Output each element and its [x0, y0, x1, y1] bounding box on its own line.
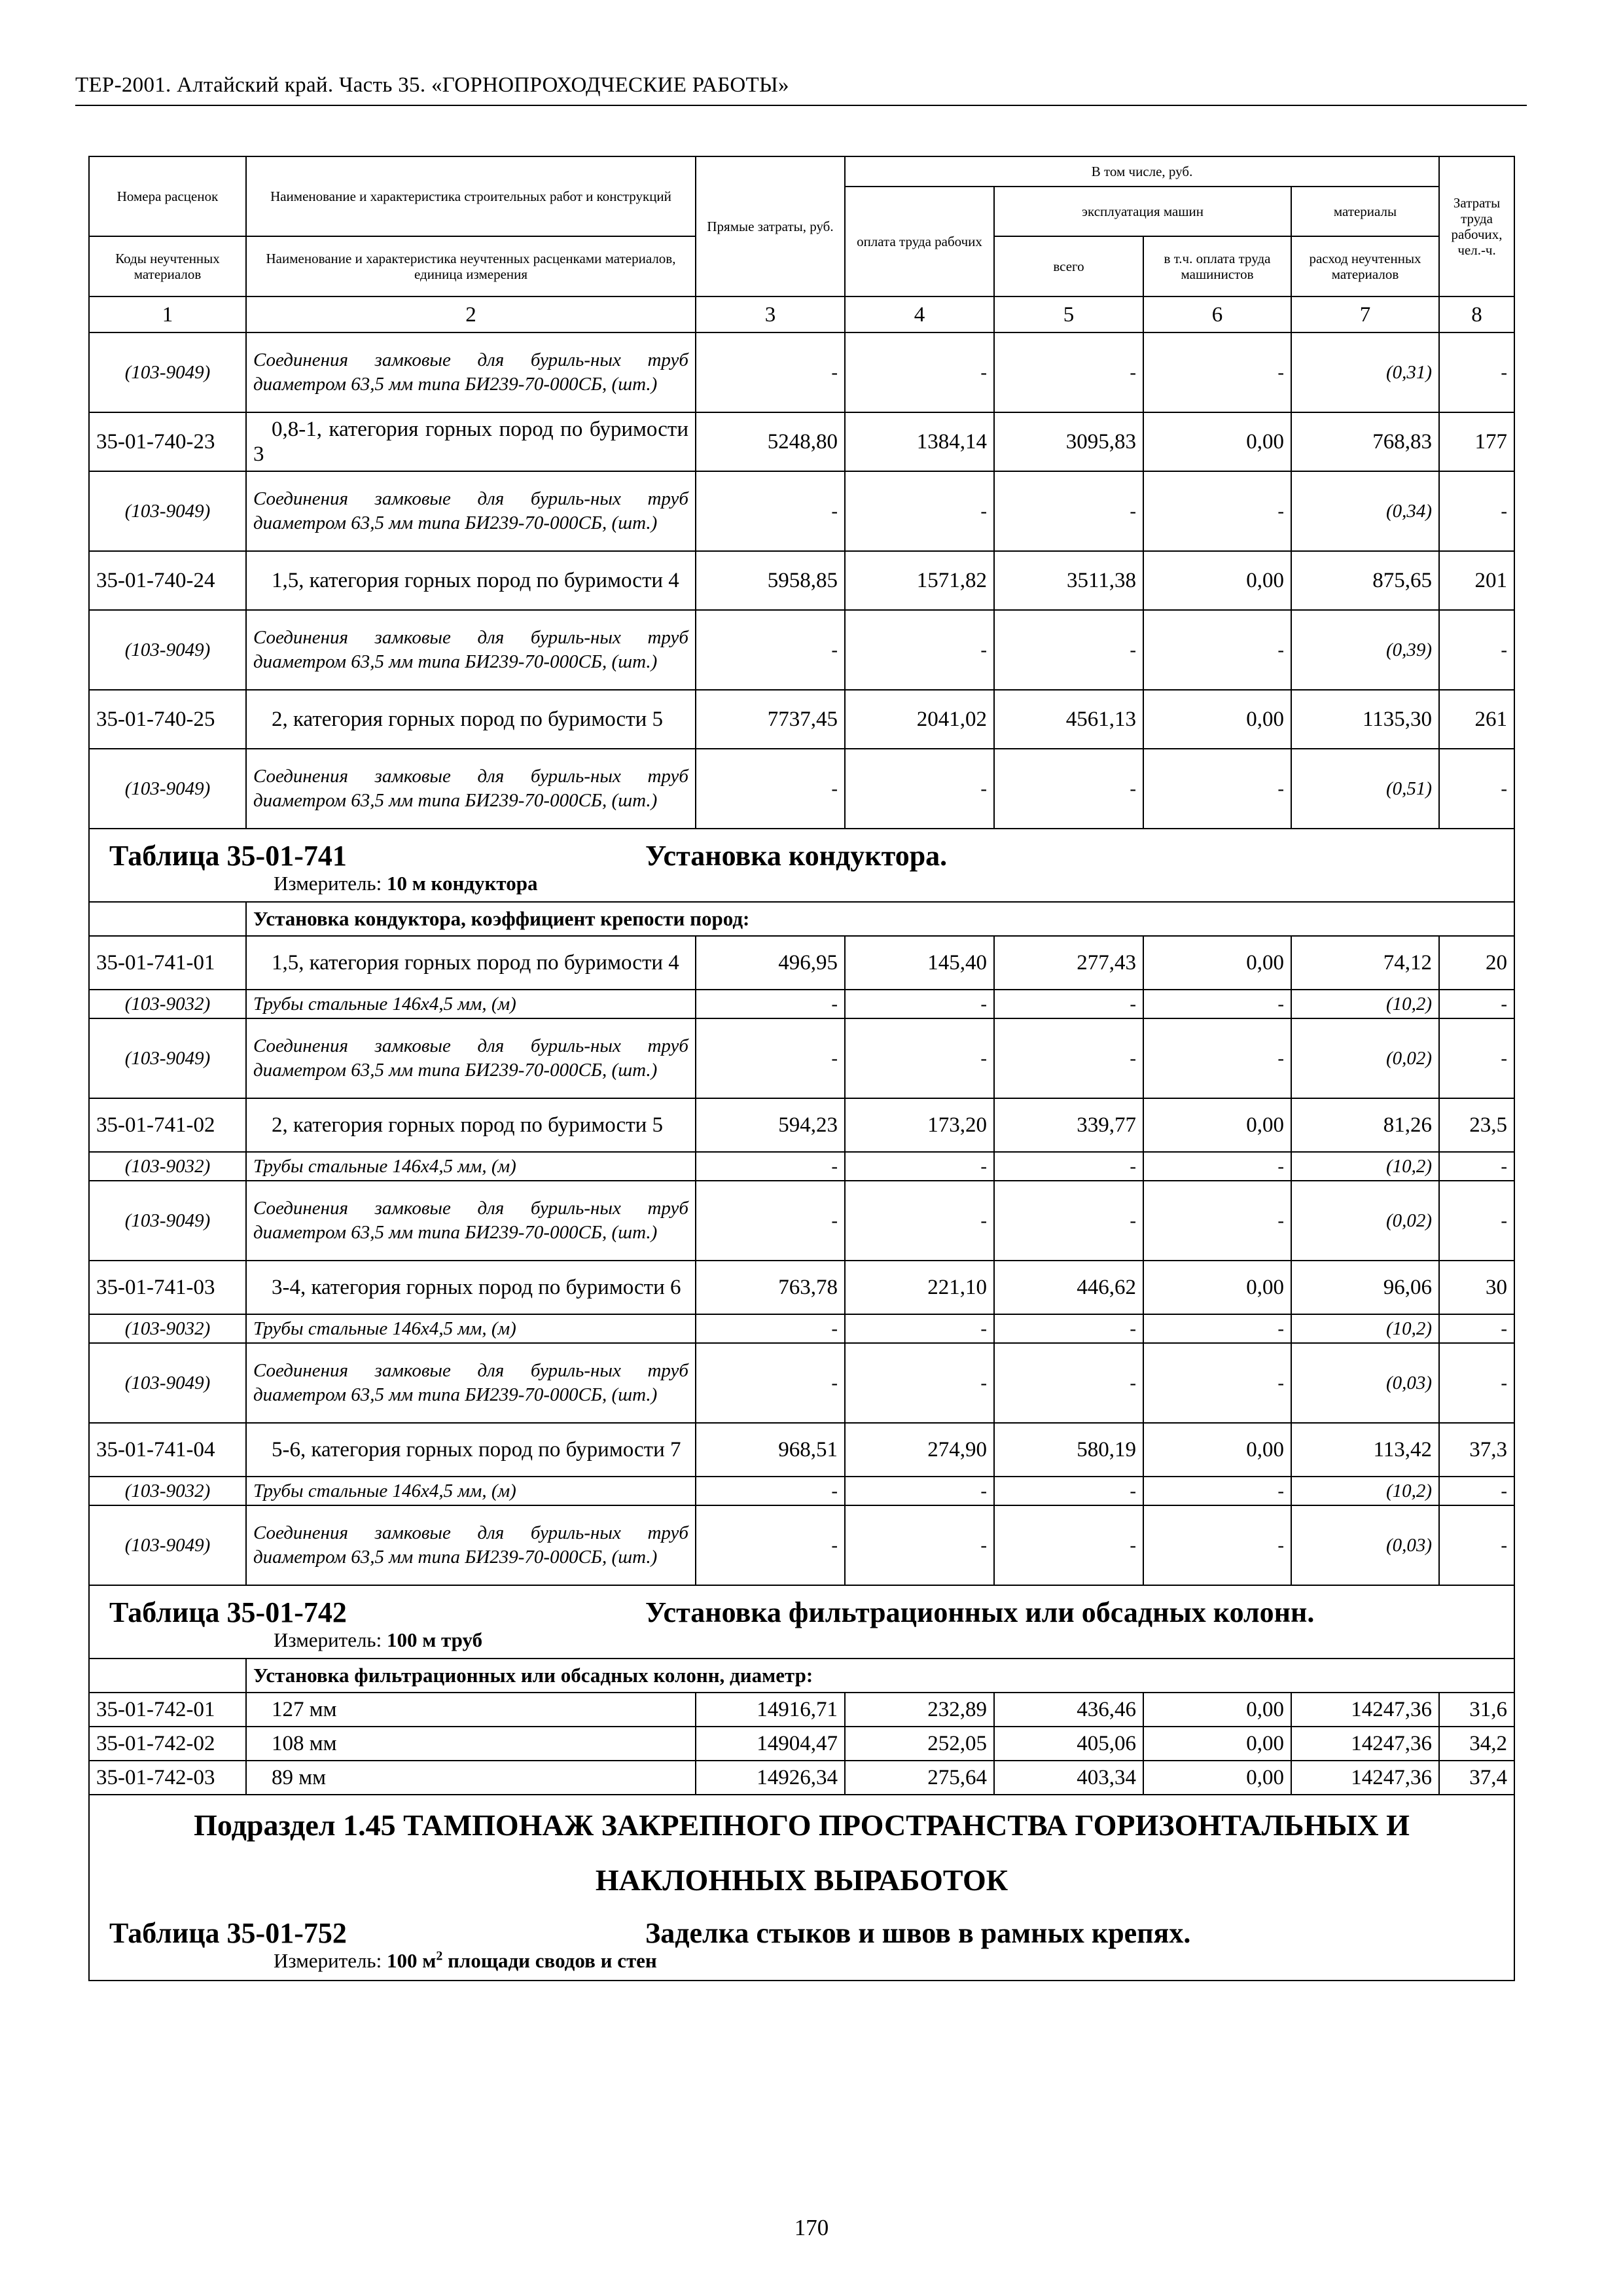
subsection-row — [89, 1795, 1514, 1981]
work-name: 108 мм — [246, 1727, 696, 1761]
machine-total: 3511,38 — [994, 551, 1143, 610]
direct-cost: 14916,71 — [696, 1693, 845, 1727]
worker-pay: 2041,02 — [845, 690, 994, 749]
price-code: 35-01-740-25 — [89, 690, 246, 749]
material-name: Соединения замковые для буриль-ных труб диаметром 63,5 мм типа БИ239-70-000СБ, (шт.) — [246, 1505, 696, 1585]
material-row — [89, 1181, 1514, 1261]
material-code: (103-9032) — [89, 1314, 246, 1343]
material-row — [89, 610, 1514, 690]
empty-value: - — [994, 1343, 1143, 1423]
empty-value: - — [1143, 1181, 1291, 1261]
empty-value: - — [696, 1314, 845, 1343]
material-code: (103-9049) — [89, 610, 246, 690]
material-code: (103-9032) — [89, 1152, 246, 1181]
machine-total: 3095,83 — [994, 412, 1143, 471]
column-number: 5 — [994, 296, 1143, 332]
material-quantity: (0,02) — [1291, 1181, 1439, 1261]
subsection-heading — [89, 1795, 1514, 1981]
work-name: 2, категория горных пород по буримости 5 — [246, 690, 696, 749]
materials-cost: 875,65 — [1291, 551, 1439, 610]
machine-total: 446,62 — [994, 1261, 1143, 1314]
materials-cost: 96,06 — [1291, 1261, 1439, 1314]
material-row — [89, 1152, 1514, 1181]
empty-value: - — [845, 749, 994, 829]
measure-label: Измеритель: — [274, 872, 382, 895]
material-quantity: (10,2) — [1291, 1477, 1439, 1505]
materials-header: материалы — [1291, 187, 1439, 236]
empty-value: - — [1143, 749, 1291, 829]
subheading-table741 — [89, 902, 1514, 936]
col2-top-header: Наименование и характеристика строительных работ и конструкций — [246, 156, 696, 236]
empty-value: - — [994, 1018, 1143, 1098]
materials-cost: 1135,30 — [1291, 690, 1439, 749]
material-name: Трубы стальные 146х4,5 мм, (м) — [246, 1477, 696, 1505]
empty-value: - — [845, 990, 994, 1018]
table-number: Таблица 35-01-741 — [109, 840, 347, 872]
price-row — [89, 1261, 1514, 1314]
empty-value: - — [696, 1477, 845, 1505]
empty-value: - — [1439, 1505, 1514, 1585]
column-number: 3 — [696, 296, 845, 332]
labor-hours: 261 — [1439, 690, 1514, 749]
price-row — [89, 1761, 1514, 1795]
work-name: 89 мм — [246, 1761, 696, 1795]
empty-value: - — [845, 1477, 994, 1505]
col5-header: всего — [994, 236, 1143, 296]
material-code: (103-9049) — [89, 1505, 246, 1585]
empty-value: - — [994, 1181, 1143, 1261]
materials-cost: 14247,36 — [1291, 1727, 1439, 1761]
material-code: (103-9032) — [89, 1477, 246, 1505]
machine-total: 580,19 — [994, 1423, 1143, 1477]
running-header: ТЕР-2001. Алтайский край. Часть 35. «ГОРНОПРОХОДЧЕСКИЕ РАБОТЫ» — [75, 73, 789, 97]
empty-value: - — [845, 1181, 994, 1261]
column-number: 4 — [845, 296, 994, 332]
direct-cost: 5958,85 — [696, 551, 845, 610]
table-title: Установка кондуктора. — [645, 840, 948, 872]
empty-value: - — [696, 990, 845, 1018]
material-code: (103-9049) — [89, 332, 246, 412]
material-row — [89, 1505, 1514, 1585]
measure-superscript: 2 — [436, 1948, 443, 1964]
empty-value: - — [1439, 610, 1514, 690]
incl-header: В том числе, руб. — [845, 156, 1439, 187]
page-number: 170 — [794, 2215, 829, 2240]
price-code: 35-01-742-03 — [89, 1761, 246, 1795]
worker-pay: 145,40 — [845, 936, 994, 990]
price-code: 35-01-741-01 — [89, 936, 246, 990]
section-heading-table741 — [89, 829, 1514, 902]
material-quantity: (0,34) — [1291, 471, 1439, 551]
subsection-title-line-1: Подраздел 1.45 ТАМПОНАЖ ЗАКРЕПНОГО ПРОСТРАНСТВА ГОРИЗОНТАЛЬНЫХ И — [194, 1808, 1410, 1842]
empty-cell — [89, 1659, 246, 1693]
work-name: 0,8-1, категория горных пород по буримости 3 — [246, 412, 696, 471]
measure-value-rest: площади сводов и стен — [448, 1949, 657, 1972]
direct-cost: 763,78 — [696, 1261, 845, 1314]
empty-value: - — [1439, 1152, 1514, 1181]
material-name: Трубы стальные 146х4,5 мм, (м) — [246, 1314, 696, 1343]
col1-bottom-header: Коды неучтенных материалов — [89, 236, 246, 296]
worker-pay: 1384,14 — [845, 412, 994, 471]
empty-value: - — [994, 1314, 1143, 1343]
table-title: Заделка стыков и швов в рамных крепях. — [645, 1917, 1191, 1949]
header-rule — [75, 105, 1527, 106]
empty-value: - — [696, 471, 845, 551]
work-name: 1,5, категория горных пород по буримости 4 — [246, 551, 696, 610]
material-code: (103-9049) — [89, 1018, 246, 1098]
column-number: 6 — [1143, 296, 1291, 332]
machinist-pay: 0,00 — [1143, 1727, 1291, 1761]
column-number: 2 — [246, 296, 696, 332]
material-name: Трубы стальные 146х4,5 мм, (м) — [246, 990, 696, 1018]
empty-value: - — [845, 332, 994, 412]
material-code: (103-9049) — [89, 749, 246, 829]
empty-value: - — [1143, 990, 1291, 1018]
subheading-table742 — [89, 1659, 1514, 1693]
header-row-1 — [89, 156, 1514, 187]
price-code: 35-01-741-03 — [89, 1261, 246, 1314]
measure-label: Измеритель: — [274, 1628, 382, 1651]
material-code: (103-9049) — [89, 471, 246, 551]
labor-hours: 201 — [1439, 551, 1514, 610]
empty-value: - — [1143, 1152, 1291, 1181]
column-number-row — [89, 296, 1514, 332]
col8-header: Затраты труда рабочих, чел.-ч. — [1439, 156, 1514, 296]
col6-header: в т.ч. оплата труда машинистов — [1143, 236, 1291, 296]
table-subheading: Установка кондуктора, коэффициент крепости пород: — [246, 902, 1514, 936]
price-code: 35-01-740-24 — [89, 551, 246, 610]
section-heading-table742 — [89, 1585, 1514, 1659]
direct-cost: 496,95 — [696, 936, 845, 990]
machine-total: 4561,13 — [994, 690, 1143, 749]
materials-cost: 74,12 — [1291, 936, 1439, 990]
empty-value: - — [1439, 1314, 1514, 1343]
empty-value: - — [1439, 1343, 1514, 1423]
material-quantity: (0,51) — [1291, 749, 1439, 829]
labor-hours: 37,4 — [1439, 1761, 1514, 1795]
material-code: (103-9049) — [89, 1181, 246, 1261]
material-code: (103-9032) — [89, 990, 246, 1018]
empty-value: - — [1439, 1181, 1514, 1261]
empty-value: - — [1439, 749, 1514, 829]
measure-label: Измеритель: — [274, 1949, 382, 1972]
empty-value: - — [845, 1152, 994, 1181]
machinist-pay: 0,00 — [1143, 690, 1291, 749]
worker-pay: 1571,82 — [845, 551, 994, 610]
empty-value: - — [845, 1343, 994, 1423]
section-heading — [89, 1585, 1514, 1659]
subsection-title-line-2: НАКЛОННЫХ ВЫРАБОТОК — [595, 1863, 1008, 1897]
empty-value: - — [845, 1314, 994, 1343]
price-row — [89, 1693, 1514, 1727]
measure-unit — [274, 871, 1494, 896]
measure-unit — [274, 1628, 1494, 1653]
empty-value: - — [696, 1018, 845, 1098]
price-row — [89, 551, 1514, 610]
empty-value: - — [696, 1152, 845, 1181]
table-number: Таблица 35-01-742 — [109, 1596, 347, 1628]
material-code: (103-9049) — [89, 1343, 246, 1423]
empty-value: - — [994, 610, 1143, 690]
worker-pay: 232,89 — [845, 1693, 994, 1727]
material-row — [89, 1018, 1514, 1098]
table-subheading: Установка фильтрационных или обсадных колонн, диаметр: — [246, 1659, 1514, 1693]
material-name: Соединения замковые для буриль-ных труб диаметром 63,5 мм типа БИ239-70-000СБ, (шт.) — [246, 332, 696, 412]
material-quantity: (0,39) — [1291, 610, 1439, 690]
labor-hours: 177 — [1439, 412, 1514, 471]
price-code: 35-01-742-01 — [89, 1693, 246, 1727]
empty-value: - — [994, 749, 1143, 829]
empty-value: - — [696, 749, 845, 829]
material-quantity: (10,2) — [1291, 1152, 1439, 1181]
price-row — [89, 1423, 1514, 1477]
empty-value: - — [1143, 1018, 1291, 1098]
materials-cost: 113,42 — [1291, 1423, 1439, 1477]
price-row — [89, 1727, 1514, 1761]
material-name: Соединения замковые для буриль-ных труб диаметром 63,5 мм типа БИ239-70-000СБ, (шт.) — [246, 749, 696, 829]
col7-header: расход неучтенных материалов — [1291, 236, 1439, 296]
measure-value: 100 м — [386, 1949, 437, 1972]
empty-value: - — [696, 1505, 845, 1585]
empty-value: - — [994, 1152, 1143, 1181]
worker-pay: 173,20 — [845, 1098, 994, 1152]
col2-bottom-header: Наименование и характеристика неучтенных расценками материалов, единица измерения — [246, 236, 696, 296]
work-name: 1,5, категория горных пород по буримости 4 — [246, 936, 696, 990]
column-number: 1 — [89, 296, 246, 332]
table-title: Установка фильтрационных или обсадных колонн. — [645, 1596, 1315, 1628]
empty-value: - — [696, 1181, 845, 1261]
materials-cost: 14247,36 — [1291, 1693, 1439, 1727]
empty-value: - — [1143, 1505, 1291, 1585]
direct-cost: 594,23 — [696, 1098, 845, 1152]
material-row — [89, 1477, 1514, 1505]
price-row — [89, 690, 1514, 749]
worker-pay: 252,05 — [845, 1727, 994, 1761]
price-code: 35-01-740-23 — [89, 412, 246, 471]
material-row — [89, 749, 1514, 829]
machinist-pay: 0,00 — [1143, 936, 1291, 990]
direct-cost: 968,51 — [696, 1423, 845, 1477]
col1-top-header: Номера расценок — [89, 156, 246, 236]
machines-header: эксплуатация машин — [994, 187, 1291, 236]
labor-hours: 31,6 — [1439, 1693, 1514, 1727]
empty-value: - — [1143, 332, 1291, 412]
empty-value: - — [696, 610, 845, 690]
direct-cost: 14926,34 — [696, 1761, 845, 1795]
labor-hours: 20 — [1439, 936, 1514, 990]
material-quantity: (0,03) — [1291, 1505, 1439, 1585]
empty-value: - — [845, 1018, 994, 1098]
empty-value: - — [994, 1477, 1143, 1505]
empty-value: - — [845, 471, 994, 551]
materials-cost: 768,83 — [1291, 412, 1439, 471]
material-name: Соединения замковые для буриль-ных труб диаметром 63,5 мм типа БИ239-70-000СБ, (шт.) — [246, 471, 696, 551]
machinist-pay: 0,00 — [1143, 1693, 1291, 1727]
empty-value: - — [1439, 1018, 1514, 1098]
work-name: 127 мм — [246, 1693, 696, 1727]
section-heading — [89, 829, 1514, 902]
worker-pay: 221,10 — [845, 1261, 994, 1314]
machine-total: 403,34 — [994, 1761, 1143, 1795]
column-number: 8 — [1439, 296, 1514, 332]
labor-hours: 34,2 — [1439, 1727, 1514, 1761]
measure-unit — [274, 1948, 1501, 1973]
direct-cost: 14904,47 — [696, 1727, 845, 1761]
machine-total: 436,46 — [994, 1693, 1143, 1727]
empty-value: - — [696, 1343, 845, 1423]
machine-total: 405,06 — [994, 1727, 1143, 1761]
empty-value: - — [994, 471, 1143, 551]
empty-value: - — [1143, 610, 1291, 690]
price-code: 35-01-741-04 — [89, 1423, 246, 1477]
material-name: Соединения замковые для буриль-ных труб диаметром 63,5 мм типа БИ239-70-000СБ, (шт.) — [246, 1343, 696, 1423]
worker-pay: 274,90 — [845, 1423, 994, 1477]
empty-value: - — [845, 1505, 994, 1585]
price-row — [89, 412, 1514, 471]
material-row — [89, 1343, 1514, 1423]
machinist-pay: 0,00 — [1143, 1761, 1291, 1795]
machinist-pay: 0,00 — [1143, 412, 1291, 471]
machine-total: 277,43 — [994, 936, 1143, 990]
direct-cost: 7737,45 — [696, 690, 845, 749]
empty-value: - — [994, 990, 1143, 1018]
column-number: 7 — [1291, 296, 1439, 332]
material-quantity: (10,2) — [1291, 1314, 1439, 1343]
labor-hours: 23,5 — [1439, 1098, 1514, 1152]
material-quantity: (10,2) — [1291, 990, 1439, 1018]
materials-cost: 81,26 — [1291, 1098, 1439, 1152]
empty-value: - — [696, 332, 845, 412]
material-quantity: (0,03) — [1291, 1343, 1439, 1423]
material-row — [89, 1314, 1514, 1343]
empty-value: - — [1143, 471, 1291, 551]
price-code: 35-01-742-02 — [89, 1727, 246, 1761]
empty-value: - — [1439, 1477, 1514, 1505]
empty-value: - — [994, 332, 1143, 412]
empty-value: - — [1439, 332, 1514, 412]
labor-hours: 37,3 — [1439, 1423, 1514, 1477]
empty-value: - — [1439, 990, 1514, 1018]
material-name: Соединения замковые для буриль-ных труб диаметром 63,5 мм типа БИ239-70-000СБ, (шт.) — [246, 1018, 696, 1098]
empty-value: - — [994, 1505, 1143, 1585]
empty-cell — [89, 902, 246, 936]
material-quantity: (0,02) — [1291, 1018, 1439, 1098]
empty-value: - — [1143, 1343, 1291, 1423]
material-quantity: (0,31) — [1291, 332, 1439, 412]
price-table — [88, 156, 1515, 1981]
price-code: 35-01-741-02 — [89, 1098, 246, 1152]
machinist-pay: 0,00 — [1143, 1098, 1291, 1152]
material-name: Соединения замковые для буриль-ных труб диаметром 63,5 мм типа БИ239-70-000СБ, (шт.) — [246, 610, 696, 690]
direct-cost: 5248,80 — [696, 412, 845, 471]
material-name: Трубы стальные 146х4,5 мм, (м) — [246, 1152, 696, 1181]
worker-pay: 275,64 — [845, 1761, 994, 1795]
measure-value: 10 м кондуктора — [386, 872, 538, 895]
material-row — [89, 471, 1514, 551]
material-row — [89, 332, 1514, 412]
machinist-pay: 0,00 — [1143, 1261, 1291, 1314]
col3-header: Прямые затраты, руб. — [696, 156, 845, 296]
materials-cost: 14247,36 — [1291, 1761, 1439, 1795]
empty-value: - — [1143, 1314, 1291, 1343]
machinist-pay: 0,00 — [1143, 551, 1291, 610]
table-number: Таблица 35-01-752 — [109, 1917, 347, 1949]
work-name: 5-6, категория горных пород по буримости 7 — [246, 1423, 696, 1477]
empty-value: - — [1143, 1477, 1291, 1505]
machine-total: 339,77 — [994, 1098, 1143, 1152]
machinist-pay: 0,00 — [1143, 1423, 1291, 1477]
empty-value: - — [845, 610, 994, 690]
price-row — [89, 936, 1514, 990]
col4-header: оплата труда рабочих — [845, 187, 994, 296]
material-name: Соединения замковые для буриль-ных труб диаметром 63,5 мм типа БИ239-70-000СБ, (шт.) — [246, 1181, 696, 1261]
labor-hours: 30 — [1439, 1261, 1514, 1314]
empty-value: - — [1439, 471, 1514, 551]
work-name: 3-4, категория горных пород по буримости 6 — [246, 1261, 696, 1314]
work-name: 2, категория горных пород по буримости 5 — [246, 1098, 696, 1152]
price-row — [89, 1098, 1514, 1152]
material-row — [89, 990, 1514, 1018]
measure-value: 100 м труб — [386, 1628, 483, 1651]
